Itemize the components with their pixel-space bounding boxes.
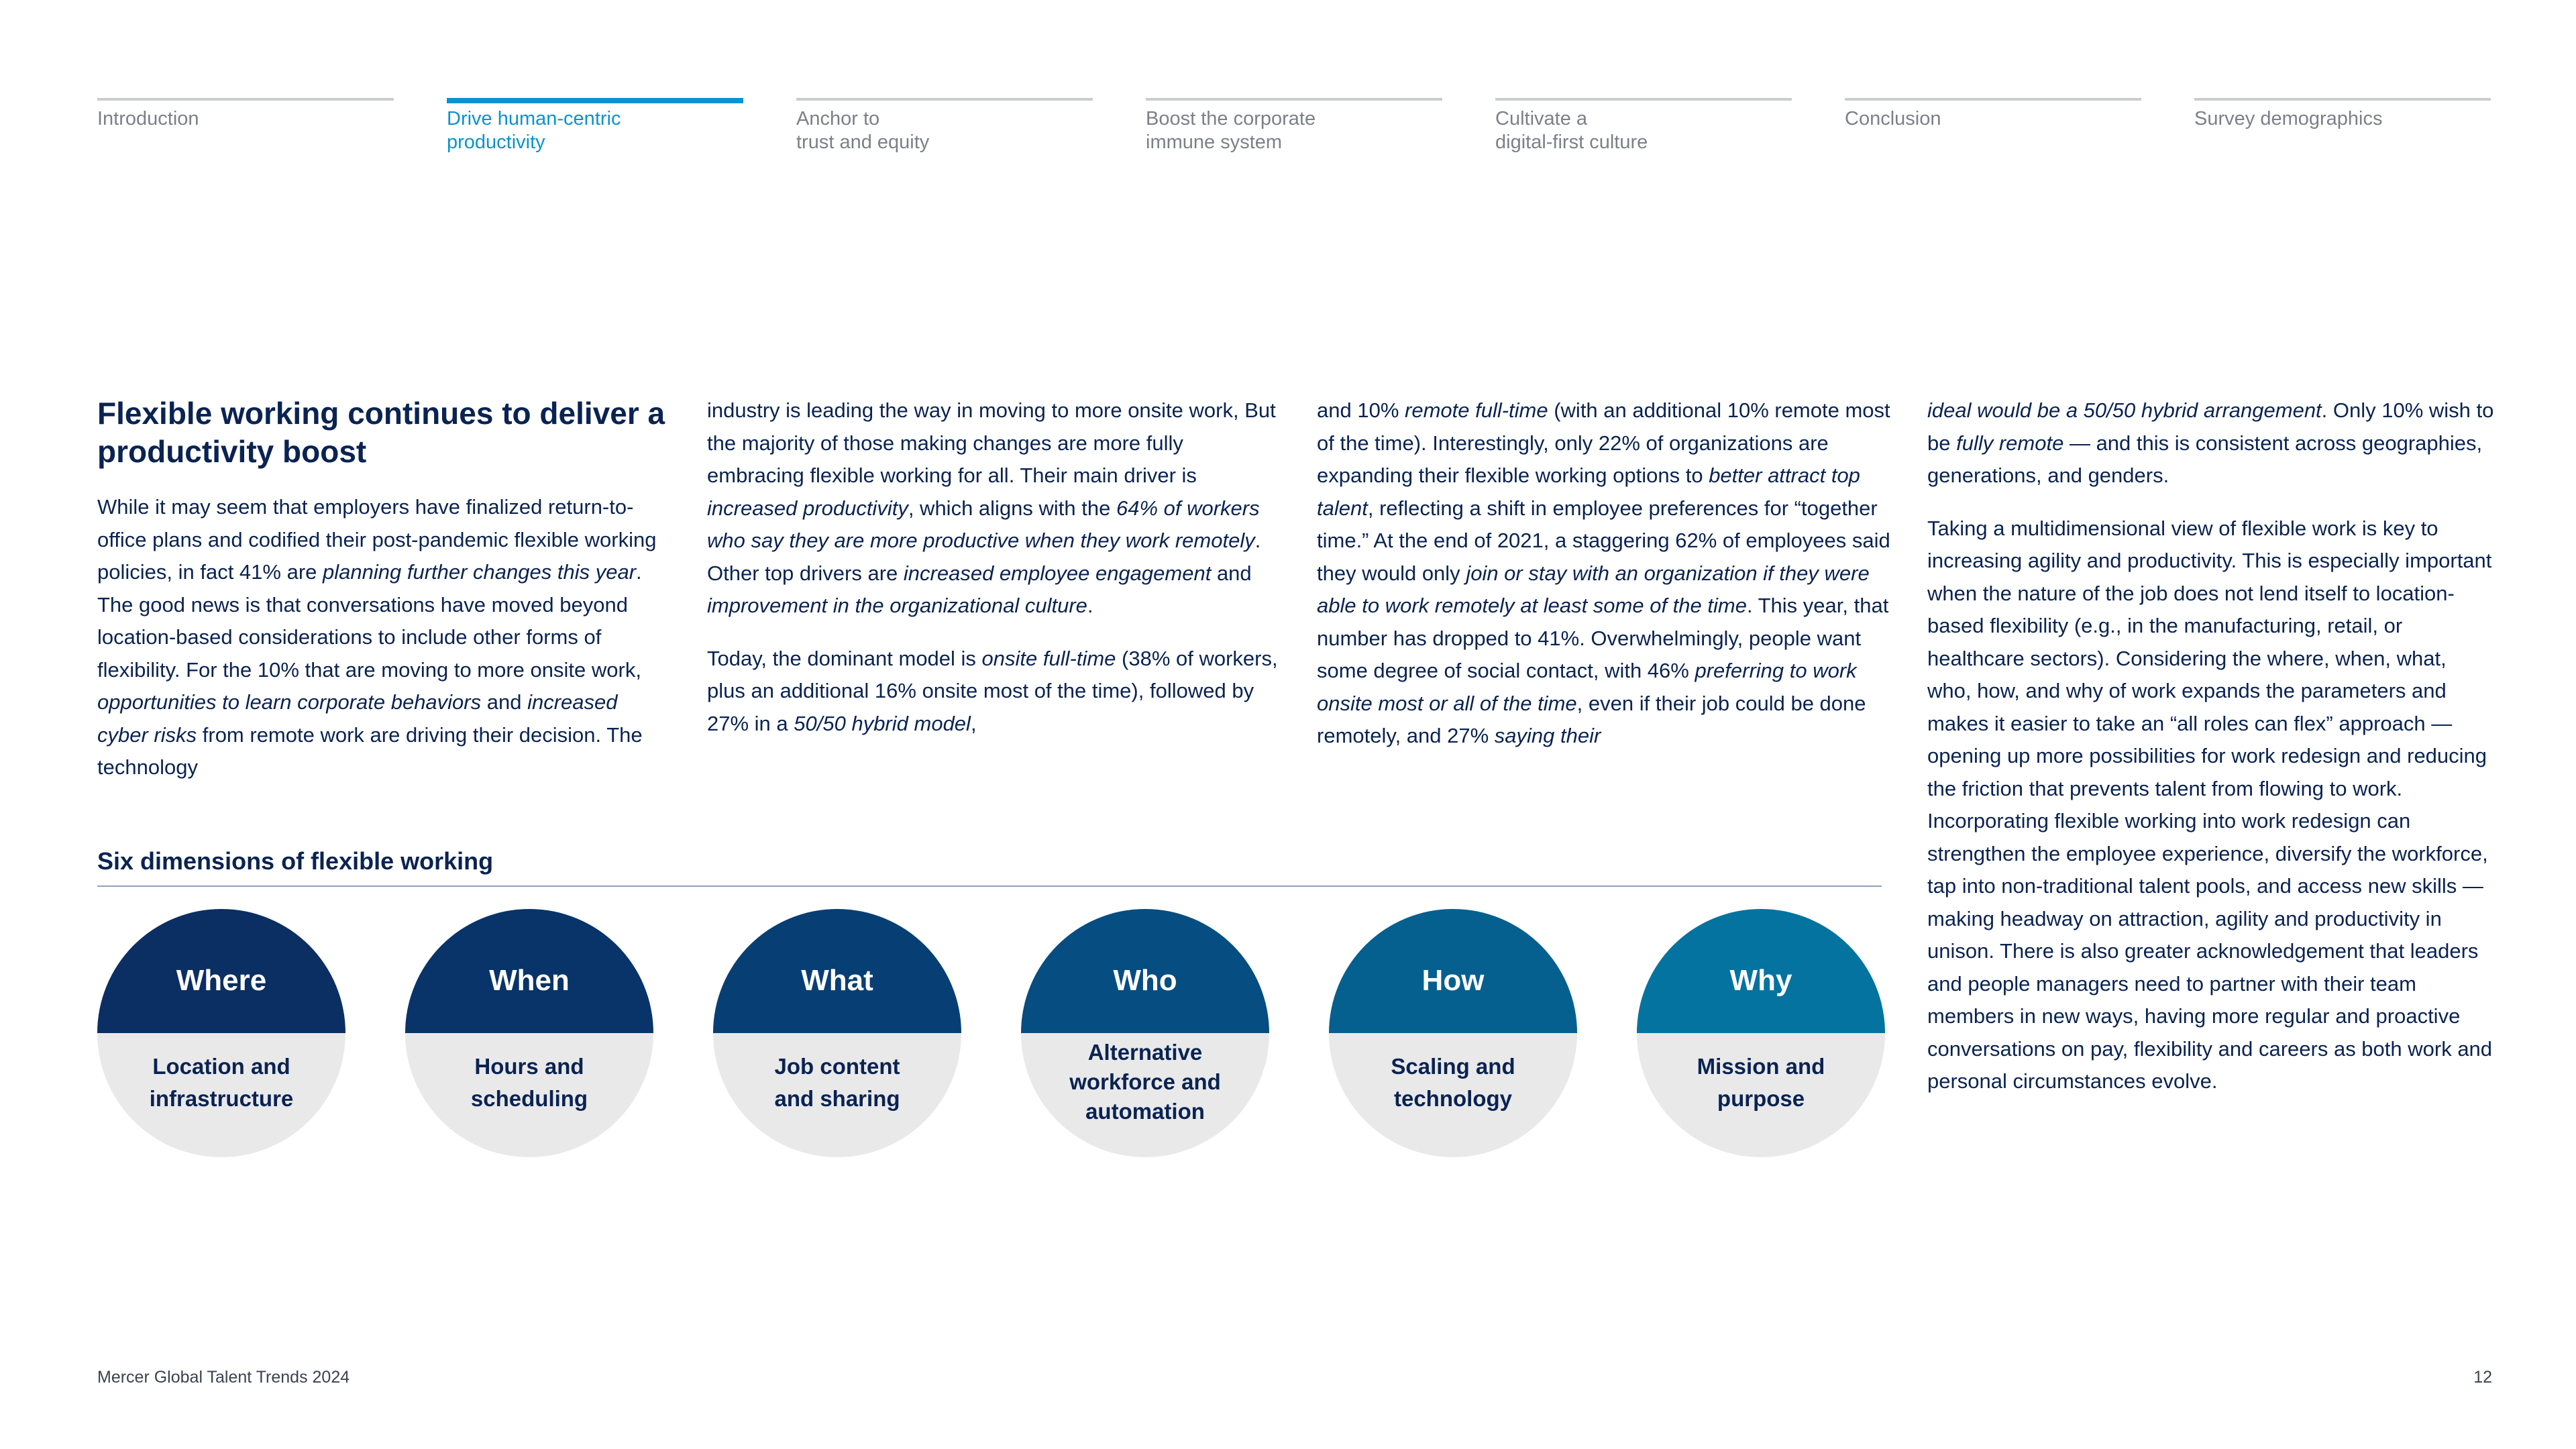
dimension-label: What: [713, 909, 961, 1033]
dimension-circle-when: [405, 909, 653, 1157]
paragraph: industry is leading the way in moving to more onsite work, But the majority of those making changes are more fully embracing flexible working for all. Their main driver is increased productivity, which aligns with the 64% of workers who say they are more productive when they work remotely. Other top drivers are increased employee engagement and improvement in the organizational culture.: [707, 398, 1276, 617]
dimension-description: Location and infrastructure: [149, 1053, 294, 1111]
dimension-label: How: [1329, 909, 1577, 1033]
dimension-description: Mission and purpose: [1697, 1053, 1825, 1111]
dimension-label: When: [405, 909, 653, 1033]
dimension-circle-what: [713, 909, 961, 1157]
paragraph: While it may seem that employers have finalized return-to-office plans and codified their post-pandemic flexible working policies, in fact 41% are planning further changes this year. The good news is that conversations have moved beyond location-based considerations to include other forms of flexibility. For the 10% that are moving to more onsite work, opportunities to learn corporate behaviors and increased cyber risks from remote work are driving their decision. The technology: [97, 495, 657, 779]
page-number: 12: [2473, 1368, 2492, 1387]
paragraph: and 10% remote full-time (with an additional 10% remote most of the time). Interestingly, only 22% of organizations are expanding their flexible working options to better attract top talent, reflecting a shift in employee preferences for “together time.” At the end of 2021, a staggering 62% of employees said they would only join or stay with an organization if they were able to work remotely at least some of the time. This year, that number has dropped to 41%. Overwhelmingly, people want some degree of social contact, with 46% preferring to work onsite most or all of the time, even if their job could be done remotely, and 27% saying their: [1317, 398, 1890, 747]
paragraph: Taking a multidimensional view of flexible work is key to increasing agility and productivity. This is especially important when the nature of the job does not lend itself to location-based flexibility (e.g., in the manufacturing, retail, or healthcare sectors). Considering the where, when, what, who, how, and why of work expands the parameters and makes it easier to take an “all roles can flex” approach — opening up more possibilities for work redesign and reducing the friction that prevents talent from flowing to work. Incorporating flexible working into work redesign can strengthen the employee experience, diversify the workforce, tap into non-traditional talent pools, and access new skills — making headway on attraction, agility and productivity in unison. There is also greater acknowledgement that leaders and people managers need to partner with their team members in new ways, having more regular and proactive conversations on pay, flexibility and careers as both work and personal circumstances evolve.: [1927, 516, 2493, 1093]
nav-item-boost-corporate-immune-system[interactable]: Boost the corporate immune system: [1146, 98, 1442, 154]
paragraph: ideal would be a 50/50 hybrid arrangement. Only 10% wish to be fully remote — and this is consistent across geographies, generations, and genders.: [1927, 398, 2494, 487]
dimensions-title: Six dimensions of flexible working: [97, 847, 494, 875]
text-column-2: [707, 394, 1281, 760]
nav-item-survey-demographics[interactable]: Survey demographics: [2194, 98, 2491, 131]
nav-item-conclusion[interactable]: Conclusion: [1845, 98, 2141, 131]
dimension-circle-why: [1637, 909, 1885, 1157]
nav-item-drive-human-centric-productivity[interactable]: Drive human-centric productivity: [447, 98, 743, 154]
dimension-description: Job content and sharing: [774, 1053, 900, 1111]
dimension-description: Hours and scheduling: [470, 1053, 588, 1111]
footer-publication: Mercer Global Talent Trends 2024: [97, 1368, 350, 1387]
dimension-circle-who: [1021, 909, 1269, 1157]
section-nav: [97, 98, 2492, 165]
section-heading: Flexible working continues to deliver a productivity boost: [97, 396, 665, 469]
text-column-1: [97, 394, 671, 804]
dimension-circle-where: [97, 909, 345, 1157]
dimension-label: Where: [97, 909, 345, 1033]
nav-item-introduction[interactable]: Introduction: [97, 98, 394, 131]
nav-item-cultivate-digital-first-culture[interactable]: Cultivate a digital-first culture: [1495, 98, 1792, 154]
dimension-description: Scaling and technology: [1391, 1053, 1515, 1111]
dimension-description: Alternative workforce and automation: [1069, 1039, 1221, 1124]
text-column-4: [1927, 394, 2494, 1118]
text-column-3: [1317, 394, 1890, 773]
dimension-label: Why: [1637, 909, 1885, 1033]
dimension-label: Who: [1021, 909, 1269, 1033]
divider: [97, 885, 1882, 887]
nav-item-anchor-to-trust-and-equity[interactable]: Anchor to trust and equity: [796, 98, 1093, 154]
paragraph: Today, the dominant model is onsite full-time (38% of workers, plus an additional 16% onsite most of the time), followed by 27% in a 50/50 hybrid model,: [707, 646, 1278, 735]
dimension-circle-how: [1329, 909, 1577, 1157]
